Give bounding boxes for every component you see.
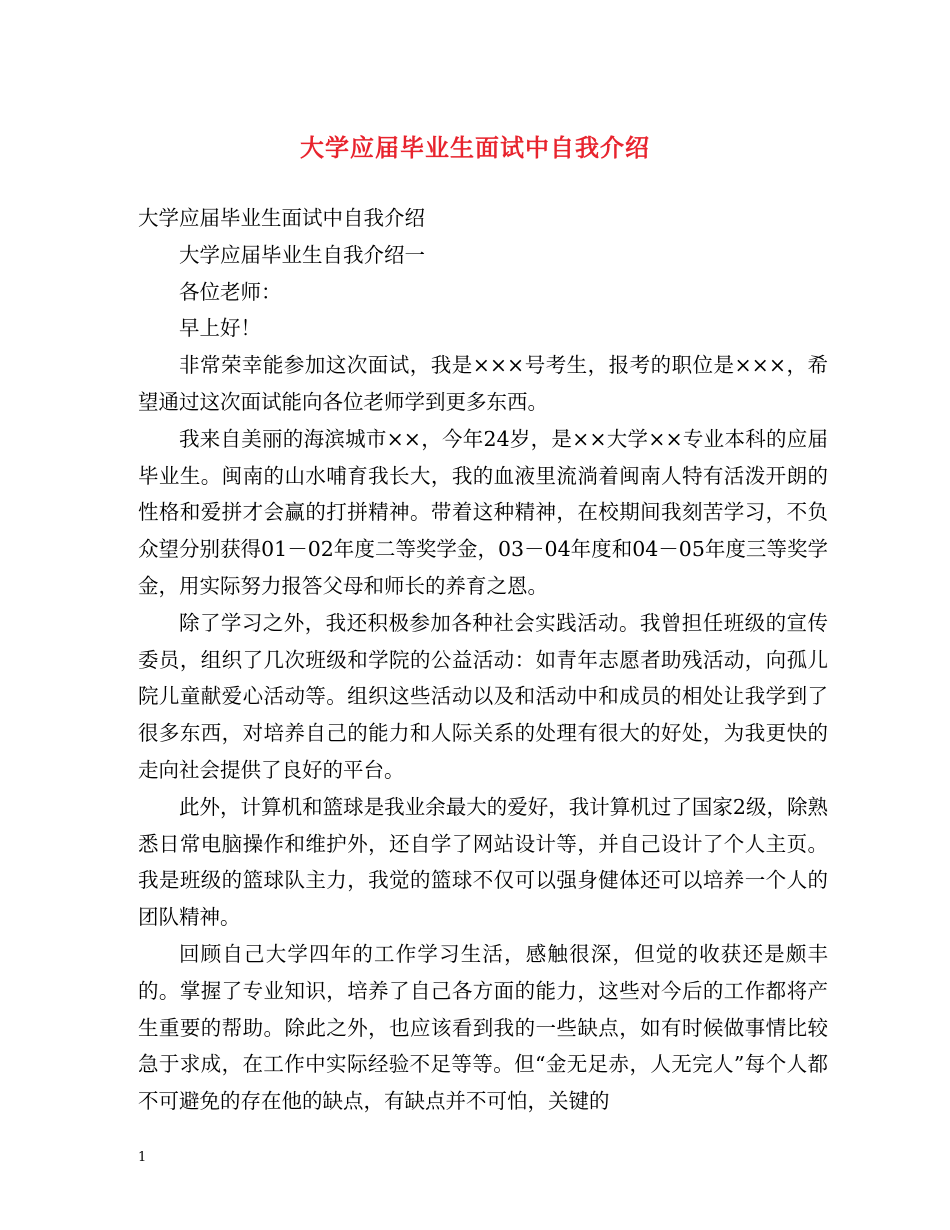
paragraph-heading: 大学应届毕业生面试中自我介绍 [138, 206, 425, 230]
page-number: 1 [138, 1150, 147, 1165]
paragraph-reflection: 回顾自己大学四年的工作学习生活，感触很深，但觉的收获还是颇丰的。掌握了专业知识，培养了自己各方面的能力，这些对今后的工作都将产生重要的帮助。除此之外，也应该看到我的一些缺点，如有时候做事情比较急于求成，在工作中实际经验不足等等。但“金无足赤，人无完人”每个人都不可避免的存在他的缺点，有缺点并不可怕，关键的 [138, 941, 828, 1114]
paragraph-introduction: 非常荣幸能参加这次面试，我是×××号考生，报考的职位是×××，希望通过这次面试能向各位老师学到更多东西。 [138, 353, 828, 414]
paragraph-activities: 除了学习之外，我还积极参加各种社会实践活动。我曾担任班级的宣传委员，组织了几次班级和学院的公益活动：如青年志愿者助残活动，向孤儿院儿童献爱心活动等。组织这些活动以及和活动中和成员的相处让我学到了很多东西，对培养自己的能力和人际关系的处理有很大的好处，为我更快的走向社会提供了良好的平台。 [138, 610, 828, 782]
document-title: 大学应届毕业生面试中自我介绍 [300, 133, 650, 162]
paragraph-subtitle: 大学应届毕业生自我介绍一 [179, 242, 425, 267]
document-body [138, 200, 828, 1120]
paragraph-hobbies: 此外，计算机和篮球是我业余最大的爱好，我计算机过了国家2级，除熟悉日常电脑操作和维护外，还自学了网站设计等，并自己设计了个人主页。我是班级的篮球队主力，我觉的篮球不仅可以强身健体还可以培养一个人的团队精神。 [138, 794, 828, 930]
paragraph-good-morning: 早上好！ [179, 316, 261, 341]
paragraph-background: 我来自美丽的海滨城市××，今年24岁，是××大学××专业本科的应届毕业生。闽南的山水哺育我长大，我的血液里流淌着闽南人特有活泼开朗的性格和爱拼才会赢的打拼精神。带着这种精神，在校期间我刻苦学习，不负众望分别获得01－02年度二等奖学金，03－04年度和04－05年度三等奖学金，用实际努力报答父母和师长的养育之恩。 [138, 426, 828, 598]
paragraph-greeting-teachers: 各位老师： [179, 279, 282, 304]
